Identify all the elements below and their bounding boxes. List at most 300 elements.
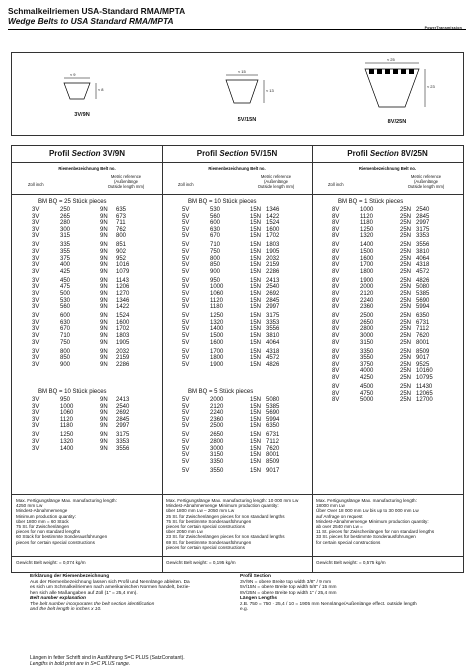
table-cell: 25N (400, 390, 412, 397)
group-heading: BM BQ = 25 Stück pieces (38, 199, 107, 205)
table-cell: 5V (182, 423, 190, 430)
table-cell: 3V (32, 255, 40, 262)
table-cell: 5V (182, 268, 190, 275)
table-cell: 25N (400, 339, 412, 346)
table-cell: 1524 (266, 220, 280, 227)
table-cell: 25N (400, 262, 412, 269)
table-cell: 5V (182, 355, 190, 362)
table-cell: 4318 (416, 262, 430, 269)
table-cell: 4572 (266, 355, 280, 362)
table-cell: 1700 (210, 348, 224, 355)
table-cell: 3353 (416, 233, 430, 240)
table-cell: 265 (60, 213, 71, 220)
table-cell: 4750 (360, 390, 374, 397)
table-cell: 4250 (360, 375, 374, 381)
figure-label-5v: 5V/15N (237, 117, 257, 123)
table-cell: 8001 (266, 452, 280, 459)
table-cell: 8V (332, 226, 340, 233)
dim-side-8v: ≈ 23 (427, 84, 435, 89)
table-cell: 635 (116, 207, 127, 213)
table-cell: 530 (210, 207, 221, 213)
table-cell: 762 (116, 226, 127, 233)
belt-weight: Gewicht Belt weight: = 0,074 kg/m (16, 560, 86, 565)
table-cell: 5V (182, 458, 190, 465)
table-cell: 560 (210, 213, 221, 220)
table-cell: 8V (332, 319, 340, 326)
title-en: Wedge Belts to USA Standard RMA/MPTA (8, 16, 174, 26)
table-cell: 25N (400, 284, 412, 291)
table-cell: 8V (332, 255, 340, 262)
table-cell: 1400 (210, 326, 224, 333)
table-cell: 5V (182, 291, 190, 297)
table-cell: 850 (60, 355, 71, 362)
table-cell: 2120 (360, 291, 374, 297)
table-cell: 5V (182, 326, 190, 333)
table-cell: 1400 (360, 242, 374, 249)
table-cell: 8V (332, 368, 340, 375)
header-rule (8, 29, 466, 30)
table-cell: 6731 (266, 432, 280, 439)
table-cell: 5080 (416, 284, 430, 291)
table-cell: 15N (250, 233, 262, 240)
column-footer: Max. Fertigungslänge Max. manufacturing length: 18000 mm Lw Über Over 18 000 mm Lw bis up to 30 000 mm Lw auf Anfrage on request Mindest-Abnahmemenge Minimum production quantity: ab over 2540 mm Lw = 11 St. pieces für Zwischenlängen for non standard lengths 33 St. pieces für bestimmte Sonderausführungen for certain special constructions (316, 498, 435, 545)
table-cell: 15N (250, 207, 262, 213)
table-cell: 3175 (416, 226, 430, 233)
table-cell: 9N (100, 432, 108, 439)
table-cell: 5080 (266, 397, 280, 403)
table-cell: 4826 (416, 277, 430, 284)
notes-right: Profil Section 3V/9N = obere Breite top width 3/8" / 9 mm 5V/15N = obere Breite top width 5/8" / 15 mm 8V/25N = obere Breite top width 1" / 25,4 mm Längen Lengths z.B. 750 = 750 · 25,4 / 10 = 1905 mm Nennlänge/Außenlänge effect. outside length e.g. (240, 574, 417, 612)
table-cell: 25N (400, 355, 412, 362)
table-cell: 15N (250, 255, 262, 262)
column-title: Profil Section 3V/9N (48, 149, 126, 158)
column-subheading: Riemenbezeichnung Belt no. (58, 166, 116, 171)
table-cell: 1143 (116, 277, 129, 284)
table-cell: 530 (60, 297, 71, 304)
table-cell: 9N (100, 326, 108, 333)
table-cell: 1600 (210, 339, 224, 346)
table-cell: 711 (116, 220, 126, 227)
table-cell: 3V (32, 403, 40, 410)
table-cell: 710 (60, 333, 71, 339)
table-cell: 25N (400, 333, 412, 339)
table-cell: 9N (100, 277, 108, 284)
table-cell: 1206 (116, 284, 130, 291)
table-cell: 2286 (266, 268, 280, 275)
table-cell: 25N (400, 397, 412, 404)
table-cell: 1500 (210, 333, 224, 339)
table-cell: 5V (182, 242, 190, 249)
table-cell: 1120 (210, 297, 223, 304)
table-cell: 12700 (416, 397, 433, 404)
table-cell: 25N (400, 255, 412, 262)
table-cell: 9N (100, 242, 108, 249)
table-cell: 9N (100, 220, 108, 227)
table-cell: 25N (400, 368, 412, 375)
table-cell: 2540 (116, 403, 130, 410)
table-cell: 2360 (210, 416, 224, 423)
table-cell: 25N (400, 375, 412, 381)
table-cell: 3V (32, 291, 40, 297)
table-cell: 9N (100, 445, 108, 452)
table-cell: 5V (182, 262, 190, 269)
table-cell: 3353 (266, 319, 280, 326)
table-cell: 9N (100, 284, 108, 291)
table-cell: 1060 (60, 410, 74, 417)
table-cell: 3556 (116, 445, 130, 452)
table-cell: 8V (332, 397, 340, 404)
table-cell: 3V (32, 319, 40, 326)
table-cell: 1320 (360, 233, 374, 240)
table-cell: 8V (332, 284, 340, 291)
table-cell: 7112 (416, 326, 429, 333)
table-cell: 3350 (360, 348, 374, 355)
table-cell: 5V (182, 213, 190, 220)
table-cell: 15N (250, 249, 262, 255)
table-cell: 15N (250, 326, 262, 333)
table-cell: 3V (32, 207, 40, 213)
table-cell: 670 (60, 326, 71, 333)
table-cell: 2800 (210, 439, 224, 445)
table-cell: 5V (182, 226, 190, 233)
table-cell: 9N (100, 333, 108, 339)
table-cell: 3V (32, 268, 40, 275)
table-cell: 5V (182, 233, 190, 240)
table-cell: 1346 (266, 207, 280, 213)
table-cell: 25N (400, 291, 412, 297)
table-cell: 5V (182, 452, 190, 459)
table-cell: 25N (400, 319, 412, 326)
table-cell: 8V (332, 220, 340, 227)
table-cell: 9017 (266, 467, 280, 474)
table-cell: 3V (32, 361, 40, 368)
table-cell: 8V (332, 242, 340, 249)
table-cell: 4318 (266, 348, 280, 355)
bottom-note: Längen in fetter Schrift sind in Ausführung S=C PLUS (SatzConstant). Lengths in bold print are in S=C PLUS range. (30, 655, 185, 667)
table-cell: 8V (332, 277, 340, 284)
table-cell: 3V (32, 423, 40, 430)
table-cell: 5V (182, 297, 190, 304)
table-cell: 4572 (416, 268, 430, 275)
table-cell: 3V (32, 397, 40, 403)
table-cell: 1250 (60, 432, 74, 439)
table-cell: 3353 (116, 439, 130, 445)
table-cell: 15N (250, 226, 262, 233)
table-cell: 1079 (116, 268, 130, 275)
table-cell: 1120 (60, 416, 73, 423)
table-cell: 15N (250, 355, 262, 362)
table-cell: 3V (32, 445, 40, 452)
table-cell: 375 (60, 255, 71, 262)
table-cell: 9N (100, 304, 108, 311)
table-cell: 9N (100, 423, 108, 430)
group-heading: BM BQ = 1 Stück pieces (338, 199, 404, 205)
table-cell: 5V (182, 416, 190, 423)
dim-top-3v: ≈ 9 (70, 72, 76, 77)
table-cell: 5V (182, 255, 190, 262)
table-cell: 800 (210, 255, 221, 262)
table-cell: 15N (250, 333, 262, 339)
table-cell: 5V (182, 220, 190, 227)
table-cell: 15N (250, 339, 262, 346)
table-cell: 2845 (416, 213, 430, 220)
table-cell: 9N (100, 233, 108, 240)
title-de: Schmalkeilriemen USA-Standard RMA/MPTA (8, 6, 186, 16)
table-cell: 1702 (116, 326, 130, 333)
table-cell: 5V (182, 439, 190, 445)
table-cell: 8V (332, 233, 340, 240)
table-cell: 1250 (360, 226, 374, 233)
table-cell: 902 (116, 249, 127, 255)
dim-top-8v: ≈ 25 (387, 57, 395, 62)
table-cell: 15N (250, 439, 262, 445)
table-cell: 6350 (416, 313, 430, 320)
table-cell: 1270 (116, 291, 130, 297)
table-cell: 9N (100, 213, 108, 220)
table-cell: 11430 (416, 384, 433, 390)
table-cell: 2692 (116, 410, 130, 417)
table-cell: 800 (116, 233, 127, 240)
table-cell: 2500 (210, 423, 224, 430)
column-title: Profil Section 5V/15N (196, 149, 278, 158)
table-cell: 15N (250, 297, 262, 304)
table-cell: 15N (250, 313, 262, 320)
column-subheading: Riemenbezeichnung Belt no. (358, 166, 417, 171)
table-cell: 1016 (116, 262, 130, 269)
column-subheading: Riemenbezeichnung Belt no. (208, 166, 266, 171)
table-cell: 5V (182, 339, 190, 346)
figure-3v (52, 71, 112, 118)
table-cell: 5V (182, 403, 190, 410)
metric-label: Metric reference (Außenlänge Outside length mm) (107, 174, 145, 189)
table-cell: 1120 (360, 213, 373, 220)
table-cell: 7620 (416, 333, 430, 339)
table-cell: 3556 (266, 326, 280, 333)
table-cell: 9N (100, 226, 108, 233)
table-cell: 5V (182, 397, 190, 403)
table-cell: 6731 (416, 319, 430, 326)
table-cell: 25N (400, 268, 412, 275)
table-cell: 1600 (360, 255, 374, 262)
table-cell: 750 (60, 339, 71, 346)
figure-label-8v: 8V/25N (387, 119, 407, 125)
table-cell: 5V (182, 410, 190, 417)
belt-size-table (11, 145, 464, 573)
table-cell: 2800 (360, 326, 374, 333)
table-cell: 5V (182, 445, 190, 452)
table-cell: 425 (60, 268, 71, 275)
table-cell: 5385 (416, 291, 430, 297)
table-cell: 1600 (266, 226, 280, 233)
table-cell: 3350 (210, 458, 224, 465)
table-cell: 500 (60, 291, 71, 297)
table-cell: 9017 (416, 355, 430, 362)
table-cell: 355 (60, 249, 71, 255)
table-cell: 315 (60, 233, 71, 240)
table-cell: 1800 (360, 268, 374, 275)
table-cell: 3V (32, 242, 40, 249)
table-cell: 8V (332, 297, 340, 304)
table-cell: 1320 (210, 319, 224, 326)
belt-figures-panel (11, 52, 464, 136)
table-cell: 5V (182, 319, 190, 326)
table-cell: 3V (32, 304, 40, 311)
table-cell: 3V (32, 233, 40, 240)
column-5v (162, 146, 312, 572)
table-cell: 8V (332, 313, 340, 320)
table-cell: 5V (182, 361, 190, 368)
table-cell: 9N (100, 339, 108, 346)
group-heading: BM BQ = 5 Stück pieces (188, 389, 254, 395)
table-cell: 3175 (266, 313, 280, 320)
table-cell: 3V (32, 313, 40, 320)
table-cell: 9N (100, 319, 108, 326)
table-cell: 8V (332, 361, 340, 368)
brand-logo: PowerTransmission (424, 26, 462, 30)
table-cell: 15N (250, 242, 262, 249)
table-cell: 5690 (266, 410, 280, 417)
table-cell: 8V (332, 304, 340, 311)
table-cell: 15N (250, 304, 262, 311)
table-cell: 1346 (116, 297, 130, 304)
table-cell: 2540 (416, 207, 430, 213)
table-cell: 3V (32, 326, 40, 333)
metric-label: Metric reference (Außenlänge Outside length mm) (407, 174, 445, 189)
table-cell: 1803 (266, 242, 280, 249)
table-cell: 5V (182, 284, 190, 291)
table-cell: 15N (250, 213, 262, 220)
table-cell: 25N (400, 249, 412, 255)
table-cell: 3V (32, 213, 40, 220)
table-cell: 1000 (60, 403, 74, 410)
table-cell: 1500 (360, 249, 374, 255)
table-cell: 15N (250, 284, 262, 291)
table-cell: 8V (332, 348, 340, 355)
table-cell: 2000 (210, 397, 224, 403)
group-heading: BM BQ = 10 Stück pieces (38, 389, 107, 395)
table-cell: 25N (400, 277, 412, 284)
table-cell: 1524 (116, 313, 130, 320)
table-cell: 3556 (416, 242, 430, 249)
table-cell: 8V (332, 384, 340, 390)
table-cell: 750 (210, 249, 221, 255)
table-cell: 25N (400, 384, 412, 390)
table-cell: 673 (116, 213, 127, 220)
notes-left: Erklärung der Riemenbezeichnung Aus der Riemenbezeichnung lassen sich Profil und Nennlänge ableiten. Da es sich um Schmalkeilriemen nach amerikanischen Normen handelt, bezie- hen sich alle Maßangaben auf Zoll (1" = 25,4 mm). Belt number explanation The belt number incorporates the belt section identification and the belt length in inches x 10. (30, 574, 190, 612)
table-cell: 2413 (266, 277, 280, 284)
table-cell: 3000 (360, 333, 374, 339)
table-cell: 710 (210, 242, 221, 249)
table-cell: 5V (182, 333, 190, 339)
table-cell: 2845 (116, 416, 130, 423)
table-cell: 2032 (266, 255, 280, 262)
table-cell: 475 (60, 284, 71, 291)
table-cell: 9N (100, 397, 108, 403)
table-cell: 900 (210, 268, 221, 275)
table-cell: 630 (60, 319, 71, 326)
table-cell: 15N (250, 452, 262, 459)
column-8v (312, 146, 463, 572)
table-cell: 450 (60, 277, 71, 284)
table-cell: 1000 (360, 207, 374, 213)
table-cell: 3810 (266, 333, 280, 339)
table-cell: 600 (60, 313, 71, 320)
figure-5v (212, 69, 282, 123)
table-cell: 1900 (360, 277, 374, 284)
table-cell: 1422 (266, 213, 280, 220)
table-cell: 1600 (116, 319, 130, 326)
table-cell: 1700 (360, 262, 374, 269)
table-cell: 952 (116, 255, 127, 262)
table-cell: 2997 (116, 423, 130, 430)
table-cell: 5V (182, 249, 190, 255)
table-cell: 15N (250, 220, 262, 227)
table-cell: 2286 (116, 361, 130, 368)
table-cell: 15N (250, 423, 262, 430)
table-cell: 15N (250, 348, 262, 355)
table-cell: 5V (182, 467, 190, 474)
table-cell: 25N (400, 326, 412, 333)
table-cell: 25N (400, 242, 412, 249)
table-cell: 2845 (266, 297, 280, 304)
table-cell: 4826 (266, 361, 280, 368)
table-cell: 9525 (416, 361, 430, 368)
table-cell: 3V (32, 220, 40, 227)
table-cell: 25N (400, 233, 412, 240)
table-cell: 8V (332, 207, 340, 213)
column-footer: Max. Fertigungslänge Max. manufacturing length: 10 000 mm Lw Mindest-Abnahmemenge Minimum production quantity: über 1800 mm Lw – 2050 mm Lw 25 St. für Zwischenlängen pieces for non standard lengths 75 St. für bestimmte Sonderausführungen pieces for certain special constructions über 2050 mm Lw 23 St. für Zwischenlängen pieces for non standard lengths 69 St. für bestimmte Sonderausführungen pieces for certain special constructions (166, 498, 299, 550)
table-cell: 15N (250, 277, 262, 284)
table-cell: 3550 (210, 467, 224, 474)
table-cell: 15N (250, 416, 262, 423)
table-cell: 9N (100, 348, 108, 355)
table-cell: 3V (32, 410, 40, 417)
table-cell: 5V (182, 432, 190, 439)
table-cell: 8V (332, 333, 340, 339)
table-cell: 10160 (416, 368, 433, 375)
zoll-label: Zoll inch (178, 182, 194, 187)
table-cell: 15N (250, 432, 262, 439)
table-cell: 9N (100, 268, 108, 275)
column-title: Profil Section 8V/25N (347, 149, 428, 158)
table-cell: 2159 (266, 262, 280, 269)
table-cell: 15N (250, 410, 262, 417)
page-header (8, 6, 185, 26)
table-cell: 2997 (416, 220, 430, 227)
table-cell: 5V (182, 207, 190, 213)
table-cell: 3V (32, 439, 40, 445)
table-cell: 4000 (360, 368, 374, 375)
table-cell: 6350 (266, 423, 280, 430)
table-cell: 4064 (266, 339, 280, 346)
table-cell: 250 (60, 207, 71, 213)
table-cell: 2159 (116, 355, 130, 362)
table-cell: 560 (60, 304, 71, 311)
table-cell: 3550 (360, 355, 374, 362)
dim-side-5v: ≈ 13 (266, 88, 274, 93)
table-cell: 7112 (266, 439, 279, 445)
table-cell: 3V (32, 339, 40, 346)
table-cell: 10795 (416, 375, 433, 381)
table-cell: 2000 (360, 284, 374, 291)
table-cell: 1060 (210, 291, 224, 297)
table-cell: 8V (332, 213, 340, 220)
table-cell: 8V (332, 268, 340, 275)
table-cell: 9N (100, 416, 108, 423)
table-cell: 25N (400, 220, 412, 227)
table-cell: 9N (100, 297, 108, 304)
table-cell: 3V (32, 249, 40, 255)
